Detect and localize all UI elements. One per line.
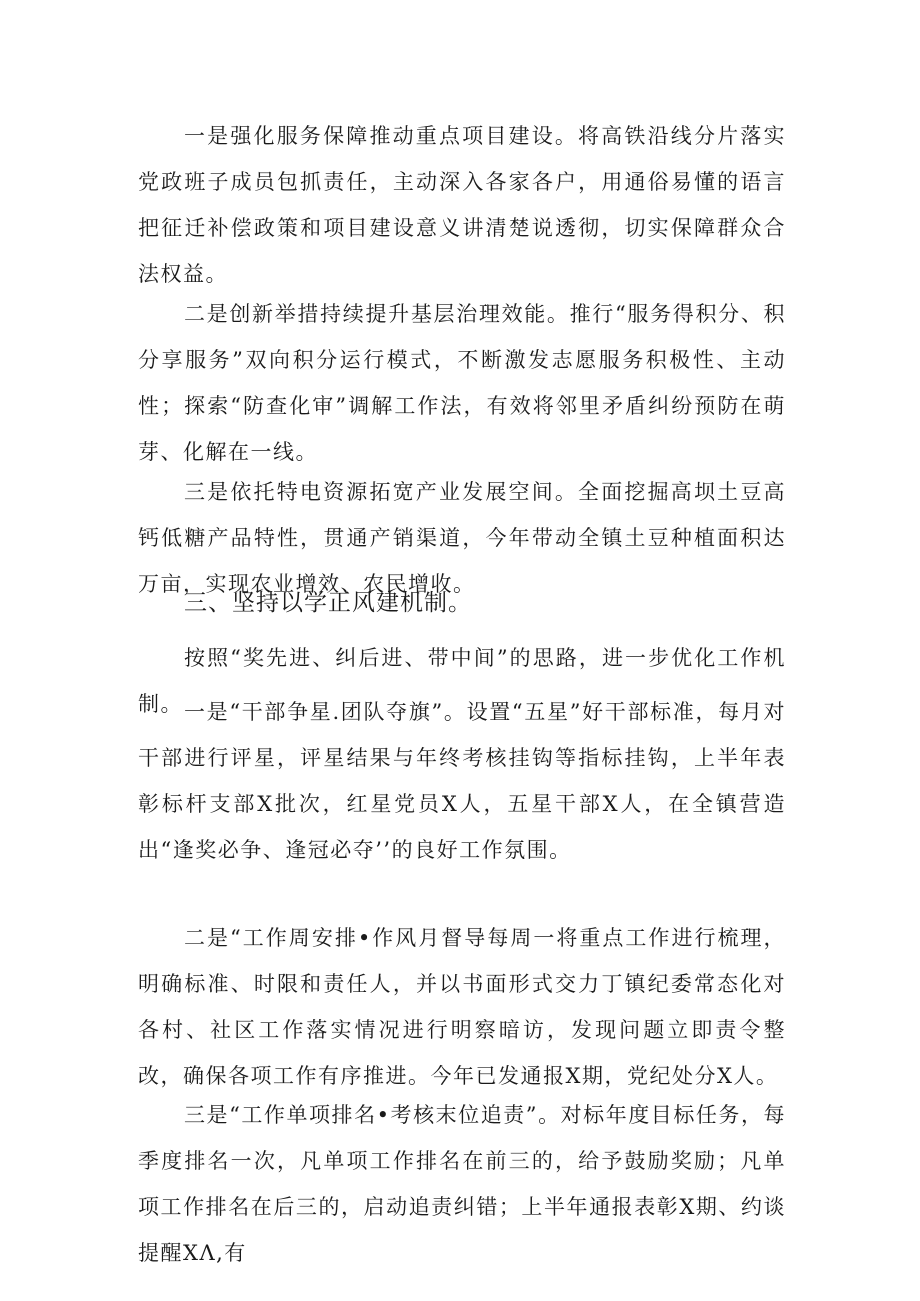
paragraph-grassroots-governance: 二是创新举措持续提升基层治理效能。推行“服务得积分、积分享服务”双向积分运行模式，不断激发志愿服务积极性、主动性；探索“防查化审”调解工作法，有效将邻里矛盾纠纷预防在萌芽、化解在一线。 [138,302,786,464]
paragraph-ranking-accountability: 三是“工作单项排名•考核末位追责”。对标年度目标任务，每季度排名一次，凡单项工作排名在前三的，给予鼓励奖励；凡单项工作排名在后三的，启动追责纠错；上半年通报表彰X期、约谈提醒XΛ,有 [138,1103,786,1265]
paragraph-mechanism-intro: 按照“奖先进、纠后进、带中间”的思路，进一步优化工作机制。 [138,646,786,716]
section-heading-three: 三、坚持以学正风建机制。 [184,590,472,616]
paragraph-cadre-star: 一是“干部争星.团队夺旗”。设置“五星”好干部标准，每月对干部进行评星，评星结果与年终考核挂钩等指标挂钩，上半年表彰标杆支部X批次，红星党员X人，五星干部X人，在全镇营造出“逢奖必争、逢冠必夺’’的良好工作氛围。 [138,700,786,862]
paragraph-weekly-arrangement: 二是“工作周安排•作风月督导每周一将重点工作进行梳理，明确标准、时限和责任人，并以书面形式交力丁镇纪委常态化对各村、社区工作落实情况进行明察暗访，发现问题立即责令整改，确保各项工作有序推进。今年已发通报X期，党纪处分X人。 [138,926,786,1088]
paragraph-industry-development: 三是依托特电资源拓宽产业发展空间。全面挖掘高坝土豆高钙低糖产品特性，贯通产销渠道，今年带动全镇土豆种植面积达万亩，实现农业增效、农民增收。 [138,480,786,596]
paragraph-service-guarantee: 一是强化服务保障推动重点项目建设。将高铁沿线分片落实党政班子成员包抓责任，主动深入各家各户，用通俗易懂的语言把征迁补偿政策和项目建设意义讲清楚说透彻，切实保障群众合法权益。 [138,124,786,286]
